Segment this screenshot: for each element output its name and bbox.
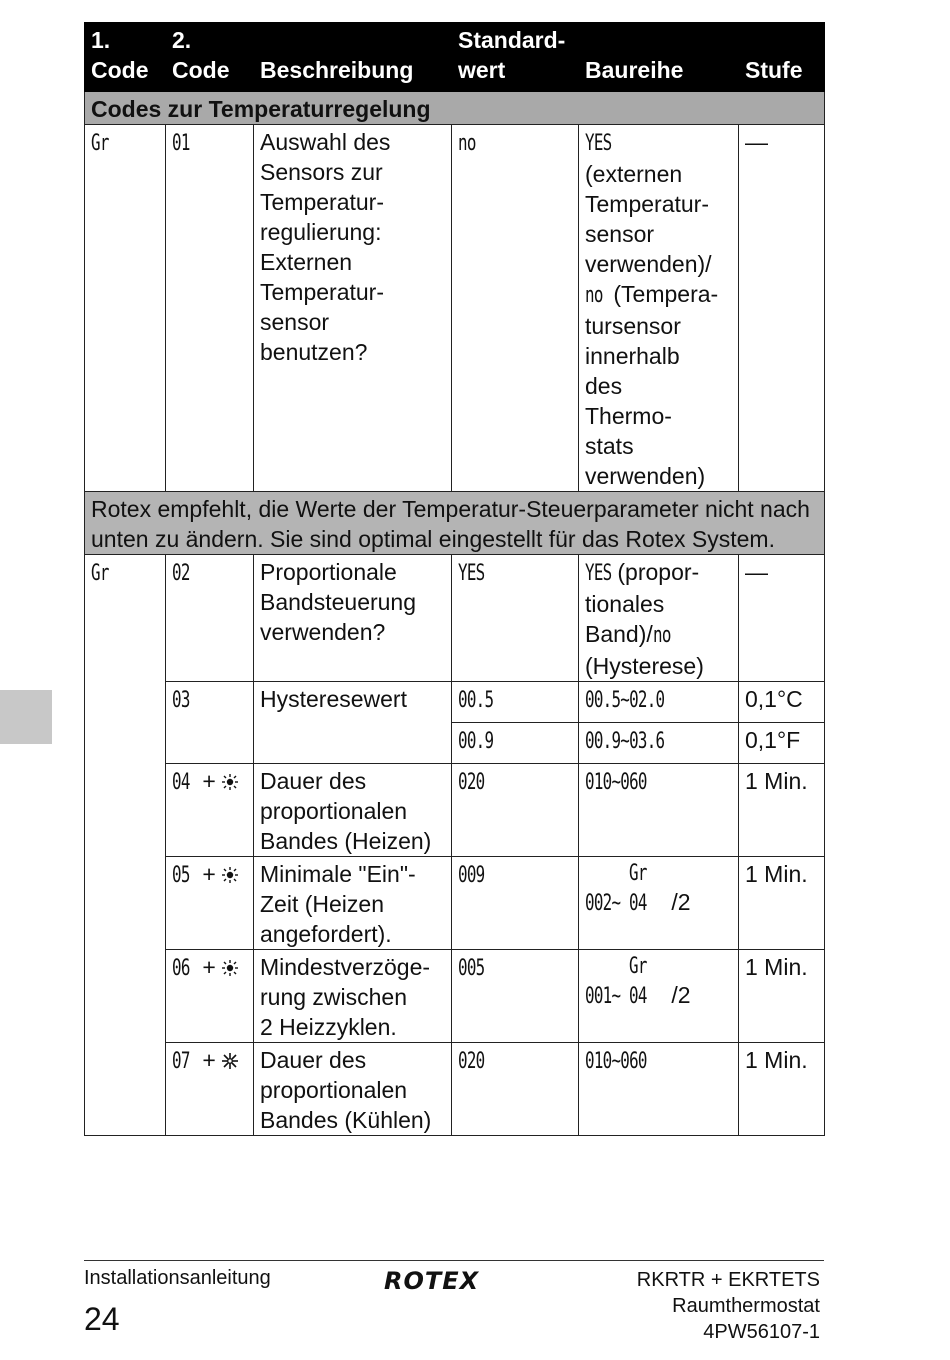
- range: 001~ Gr 04 /2: [579, 950, 739, 1043]
- lcd-range: 00.9~03.6: [585, 729, 665, 754]
- chapter-tab: [0, 690, 52, 744]
- lcd-value: 020: [458, 1049, 485, 1074]
- description: Hysteresewert: [254, 682, 452, 764]
- table-row: 04 + Dauer des proportionalen Bandes (Heizen) 020 010~060 1 Min.: [85, 764, 825, 857]
- header-default: Standard- wert: [452, 23, 579, 92]
- rotex-logo: ROTEX: [384, 1267, 480, 1295]
- range: YES (propor- tionales Band)/no (Hysterese): [579, 555, 739, 682]
- step: 0,1°C: [739, 682, 825, 723]
- table-row: [85, 555, 825, 682]
- description: Mindestverzöge- rung zwischen 2 Heizzyklen.: [254, 950, 452, 1043]
- sun-icon: [222, 867, 238, 883]
- lcd-value: 009: [458, 863, 485, 888]
- header-code2: 2. Code: [166, 23, 254, 92]
- header-step: Stufe: [739, 23, 825, 92]
- table-header: [85, 23, 825, 92]
- description: Auswahl des Sensors zur Temperatur- regulierung: Externen Temperatur- sensor benutzen?: [254, 125, 452, 492]
- lcd-code: Gr: [91, 131, 109, 156]
- note-text: Rotex empfehlt, die Werte der Temperatur-Steuerparameter nicht nach unten zu ändern. Sie sind optimal eingestellt für das Rotex System.: [85, 492, 825, 555]
- lcd-range: 010~060: [585, 1049, 647, 1074]
- table-row: [85, 682, 825, 723]
- description: Minimale "Ein"- Zeit (Heizen angefordert).: [254, 857, 452, 950]
- step: 1 Min.: [739, 1043, 825, 1136]
- description: Dauer des proportionalen Bandes (Heizen): [254, 764, 452, 857]
- lcd-value: 00.5: [458, 688, 494, 713]
- lcd-value: 020: [458, 770, 485, 795]
- step: 1 Min.: [739, 764, 825, 857]
- description: Dauer des proportionalen Bandes (Kühlen): [254, 1043, 452, 1136]
- lcd-code: 03: [172, 688, 190, 713]
- header-range: Baureihe: [579, 23, 739, 92]
- codes-table: [84, 22, 825, 1136]
- header-code1: 1. Code: [85, 23, 166, 92]
- note-row: [85, 492, 825, 555]
- lcd-value: no: [458, 131, 476, 156]
- sun-icon: [222, 774, 238, 790]
- step: 0,1°F: [739, 723, 825, 764]
- lcd-code: Gr: [91, 561, 109, 586]
- description: Proportionale Bandsteuerung verwenden?: [254, 555, 452, 682]
- section-row: [85, 92, 825, 125]
- header-description: Beschreibung: [254, 23, 452, 92]
- step: 1 Min.: [739, 857, 825, 950]
- range: 002~ Gr 04 /2: [579, 857, 739, 950]
- table-row: 06 + Mindestverzöge- rung zwischen 2 Heizzyklen. 005 001~ Gr 04 /2 1 Min.: [85, 950, 825, 1043]
- page-number: 24: [84, 1301, 120, 1337]
- table-row: 05 + Minimale "Ein"- Zeit (Heizen angefordert). 009 002~ Gr 04 /2 1 Min.: [85, 857, 825, 950]
- step: —: [739, 125, 825, 492]
- footer-product: RKRTR + EKRTETS Raumthermostat 4PW56107-1: [636, 1269, 820, 1343]
- footer-doc-type: Installationsanleitung: [84, 1267, 271, 1289]
- sun-icon: [222, 960, 238, 976]
- table-row: [85, 125, 825, 492]
- snowflake-icon: [222, 1053, 238, 1069]
- step: 1 Min.: [739, 950, 825, 1043]
- lcd-value: 005: [458, 956, 485, 981]
- table-row: 07 + Dauer des proportionalen Bandes (Kühlen) 020 010~060 1 Min.: [85, 1043, 825, 1136]
- lcd-code: 01: [172, 131, 190, 156]
- lcd-code: 02: [172, 561, 190, 586]
- lcd-value: 00.9: [458, 729, 494, 754]
- lcd-value: YES: [458, 561, 485, 586]
- page-footer: [84, 1260, 824, 1343]
- range: YES (externen Temperatur- sensor verwenden)/ no (Tempera- tursensor innerhalb des Thermo- stats verwenden): [579, 125, 739, 492]
- section-title: Codes zur Temperaturregelung: [85, 92, 825, 125]
- lcd-range: 00.5~02.0: [585, 688, 665, 713]
- lcd-range: 010~060: [585, 770, 647, 795]
- step: —: [739, 555, 825, 682]
